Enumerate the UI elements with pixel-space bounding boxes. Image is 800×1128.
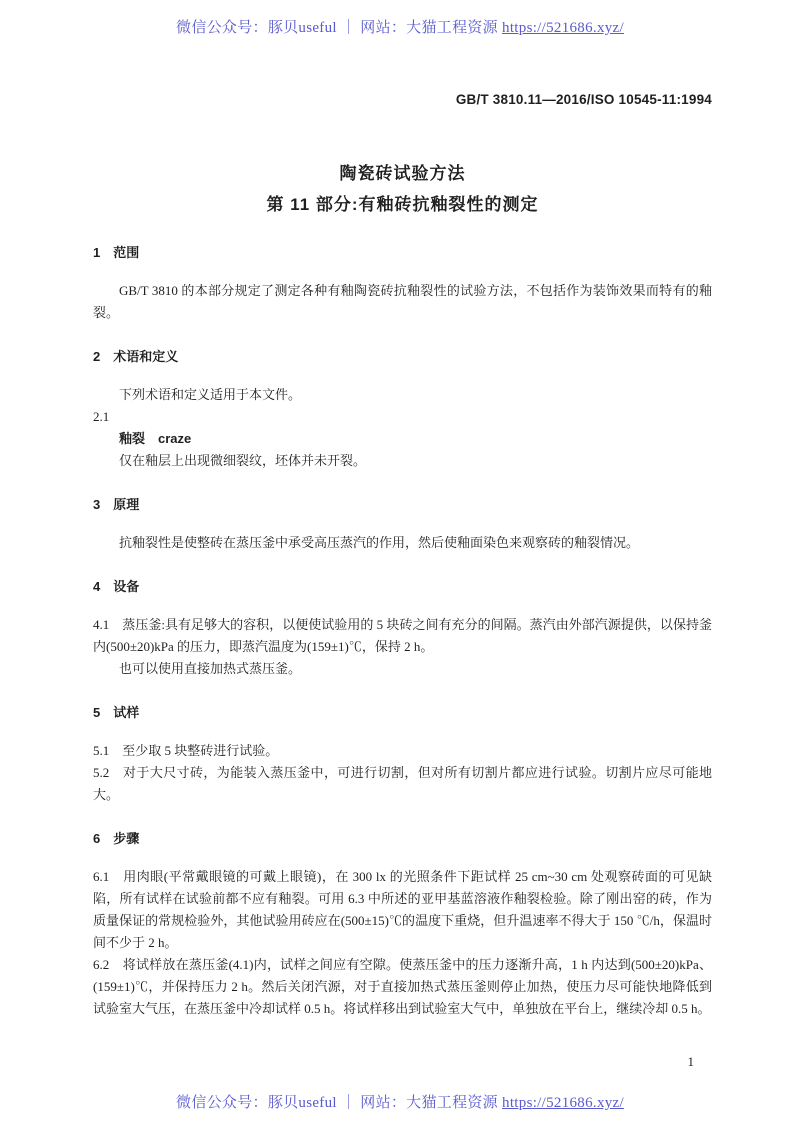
watermark-text: 微信公众号：豚贝useful ｜ 网站：大猫工程资源 <box>176 1095 503 1111</box>
watermark-text: 微信公众号：豚贝useful ｜ 网站：大猫工程资源 <box>176 20 503 36</box>
paragraph: 2.1 <box>93 409 110 424</box>
document-content <box>93 244 712 1020</box>
paragraph: 釉裂 craze <box>119 431 192 446</box>
watermark-url-link[interactable]: https://521686.xyz/ <box>502 20 624 36</box>
paragraph: 6.2 将试样放在蒸压釜(4.1)内，试样之间应有空隙。使蒸压釜中的压力逐渐升高，1 h 内达到(500±20)kPa、(159±1)℃，并保持压力 2 h。然后关闭汽源，对于直接加热式蒸压釜则停止加热，使压力尽可能快地降低到试验室大气压，在蒸压釜中冷却试样 0.5 h。将试样移出到试验室大气中，单独放在平台上，继续冷却 0.5 h。 <box>93 957 712 1016</box>
paragraph: 4.1 蒸压釜:具有足够大的容积，以便使试验用的 5 块砖之间有充分的间隔。蒸汽由外部汽源提供，以保持釜内(500±20)kPa 的压力，即蒸汽温度为(159±1)℃，保持 2 h。 <box>93 617 712 654</box>
document-title-line1: 陶瓷砖试验方法 <box>339 164 466 183</box>
paragraph: 5.1 至少取 5 块整砖进行试验。 <box>93 743 279 758</box>
paragraph: 仅在釉层上出现微细裂纹，坯体并未开裂。 <box>119 453 367 468</box>
section-heading: 1 范围 <box>93 245 140 260</box>
paragraph: 6.1 用肉眼(平常戴眼镜的可戴上眼镜)，在 300 lx 的光照条件下距试样 25 cm~30 cm 处观察砖面的可见缺陷，所有试样在试验前都不应有釉裂。可用 6.3 中所述的亚甲基蓝溶液作釉裂检验。除了刚出窑的砖，作为质量保证的常规检验外，其他试验用砖应在(500±15)℃的温度下重烧，但升温速率不得大于 150 ℃/h，保温时间不少于 2 h。 <box>93 869 712 950</box>
paragraph: 下列术语和定义适用于本文件。 <box>119 387 302 402</box>
section-heading: 3 原理 <box>93 497 140 512</box>
page-number: 1 <box>687 1054 694 1069</box>
watermark-bottom <box>0 1091 800 1112</box>
paragraph: 抗釉裂性是使整砖在蒸压釜中承受高压蒸汽的作用，然后使釉面染色来观察砖的釉裂情况。 <box>119 535 640 550</box>
section-heading: 2 术语和定义 <box>93 349 179 364</box>
document-title-line2: 第 11 部分:有釉砖抗釉裂性的测定 <box>266 195 539 214</box>
paragraph: GB/T 3810 的本部分规定了测定各种有釉陶瓷砖抗釉裂性的试验方法，不包括作为装饰效果而特有的釉裂。 <box>93 283 712 320</box>
standard-number: GB/T 3810.11—2016/ISO 10545-11:1994 <box>455 92 712 107</box>
paragraph: 5.2 对于大尺寸砖，为能装入蒸压釜中，可进行切割，但对所有切割片都应进行试验。切割片应尽可能地大。 <box>93 765 712 802</box>
document-body <box>93 158 712 1020</box>
section-heading: 5 试样 <box>93 705 140 720</box>
paragraph: 也可以使用直接加热式蒸压釜。 <box>119 661 302 676</box>
watermark-top <box>0 16 800 37</box>
document-title <box>93 158 712 220</box>
watermark-url-link[interactable]: https://521686.xyz/ <box>502 1095 624 1111</box>
section-heading: 4 设备 <box>93 579 140 594</box>
section-heading: 6 步骤 <box>93 831 140 846</box>
